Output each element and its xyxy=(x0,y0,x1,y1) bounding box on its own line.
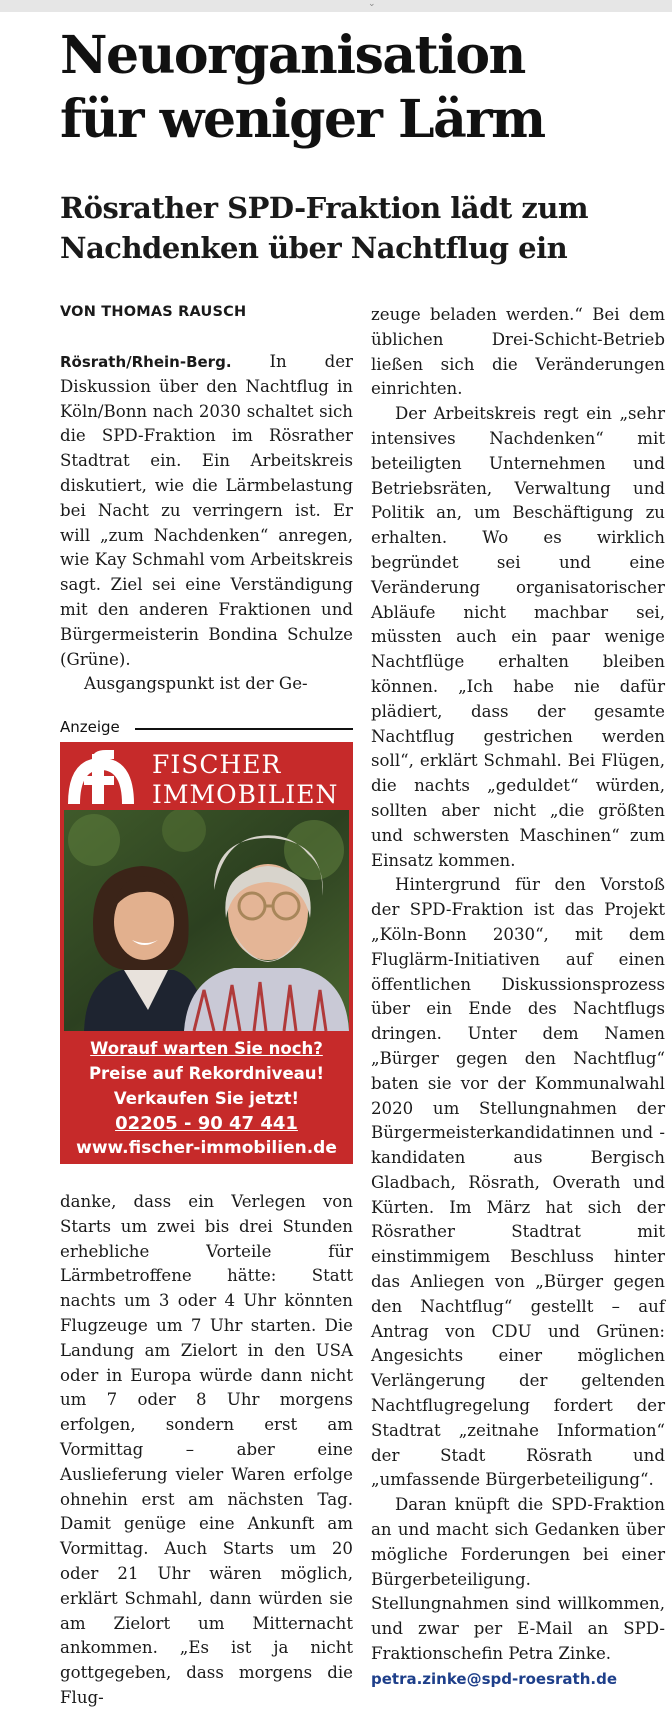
article-column-1-top xyxy=(60,350,353,697)
subheadline-line-2: Nachdenken über Nachtflug ein xyxy=(60,231,568,265)
subheadline xyxy=(60,188,660,268)
article-paragraph: danke, dass ein Verlegen von Starts um zwei bis drei Stunden erhebliche Vorteile für Lärmbetroffene hätte: Statt nachts um 3 oder 4 Uhr könnten Flugzeuge um 7 Uhr starten. Die Landung am Zielort in den USA oder in Europa würde dann nicht um 7 oder 8 Uhr morgens erfolgen, sondern erst am Vormittag – aber eine Auslieferung vieler Waren erfolge ohnehin erst am nächsten Tag. Damit genüge eine Ankunft am Vormittag. Auch Starts um 20 oder 21 Uhr wären möglich, erklärt Schmahl, dann würden sie am Zielort um Mitternacht ankommen. „Es ist ja nicht gottgegeben, dass morgens die Flug- xyxy=(60,1192,353,1707)
article-column-2 xyxy=(371,303,665,1692)
article-paragraph: Daran knüpft die SPD-Fraktion an und macht sich Gedanken über mögliche Forderungen bei einer Bürgerbeteiligung. Stellungnahmen sind willkommen, und zwar per E-Mail an SPD-Fraktionschefin Petra Zinke. xyxy=(371,1495,665,1664)
ad-text-block xyxy=(60,1036,353,1161)
chevron-down-icon[interactable]: ⌄ xyxy=(368,0,376,9)
ad-line-3: Verkaufen Sie jetzt! xyxy=(113,1089,300,1108)
headline-line-2: für weniger Lärm xyxy=(60,89,545,150)
headline xyxy=(60,24,660,152)
subheadline-line-1: Rösrather SPD-Fraktion lädt zum xyxy=(60,191,589,225)
email-link[interactable]: petra.zinke@spd-roesrath.de xyxy=(371,1669,618,1688)
dateline: Rösrath/Rhein-Berg. xyxy=(60,353,232,371)
ad-line-2: Preise auf Rekordniveau! xyxy=(88,1064,325,1083)
ad-phone[interactable]: 02205 - 90 47 441 xyxy=(115,1113,298,1134)
ad-headline: Worauf warten Sie noch? xyxy=(90,1039,323,1058)
email-paragraph xyxy=(371,1667,665,1692)
advertisement[interactable] xyxy=(60,742,353,1164)
article-paragraph: Der Arbeitskreis regt ein „sehr intensives Nachdenken“ mit beteiligten Unternehmen und Betriebsräten, Verwaltung und Politik an, um Beschäftigung zu erhalten. Wo es wirklich begründet sei und eine Veränderung organisatorischer Abläufe nicht machbar sei, müssten auch ein paar wenige Nachtflüge erhalten bleiben können. „Ich habe nie dafür plädiert, dass der gesamte Nachtflug gestrichen werden soll“, erklärt Schmahl. Bei Flügen, die nachts „geduldet“ würden, sollten aber nicht „die größten und schwersten Maschinen“ zum Einsatz kommen. xyxy=(371,404,665,870)
article-paragraph: zeuge beladen werden.“ Bei dem üblichen Drei-Schicht-Betrieb ließen sich die Veränderungen einrichten. xyxy=(371,305,665,399)
ad-label-rule xyxy=(135,728,353,730)
ad-website-link[interactable]: www.fischer-immobilien.de xyxy=(76,1138,337,1158)
headline-line-1: Neuorganisation xyxy=(60,25,525,86)
ad-brand-line-2: IMMOBILIEN xyxy=(152,780,339,809)
byline: VON THOMAS RAUSCH xyxy=(60,304,247,320)
top-bar xyxy=(0,0,672,12)
ad-brand-line-1: FISCHER xyxy=(152,750,282,779)
ad-label: Anzeige xyxy=(60,718,120,736)
paragraph-text: In der Diskussion über den Nachtflug in Köln/Bonn nach 2030 schaltet sich die SPD-Fraktion im Rösrather Stadtrat ein. Ein Arbeitskreis diskutiert, wie die Lärmbelastung bei Nacht zu verringern ist. Er will „zum Nachdenken“ anregen, wie Kay Schmahl vom Arbeitskreis sagt. Ziel sei eine Verständigung mit den anderen Fraktionen und Bürgermeisterin Bondina Schulze (Grüne). xyxy=(60,352,353,669)
article-column-1-bottom xyxy=(60,1190,353,1711)
ad-photo-people xyxy=(64,810,349,1031)
article-paragraph: Hintergrund für den Vorstoß der SPD-Fraktion ist das Projekt „Köln-Bonn 2030“, mit dem Fluglärm-Initiativen auf einen öffentlichen Diskussionsprozess über ein Ende des Nachtflugs dringen. Unter dem Namen „Bürger gegen den Nachtflug“ baten sie vor der Kommunalwahl 2020 um Stellungnahmen der Bürgermeisterkandidatinnen und -kandidaten aus Bergisch Gladbach, Rösrath, Overath und Kürten. Im März hat sich der Rösrather Stadtrat mit einstimmigem Beschluss hinter das Anliegen von „Bürger gegen den Nachtflug“ gestellt – auf Antrag von CDU und Grünen: Angesichts einer möglichen Verlängerung der geltenden Nachtflugregelung fordert der Stadtrat „zeitnahe Information“ der Stadt Rösrath und „umfassende Bürgerbeteiligung“. xyxy=(371,875,665,1490)
article-paragraph: Ausgangspunkt ist der Ge- xyxy=(84,674,308,694)
article-paragraph xyxy=(60,350,353,672)
fischer-logo-icon xyxy=(66,750,136,806)
